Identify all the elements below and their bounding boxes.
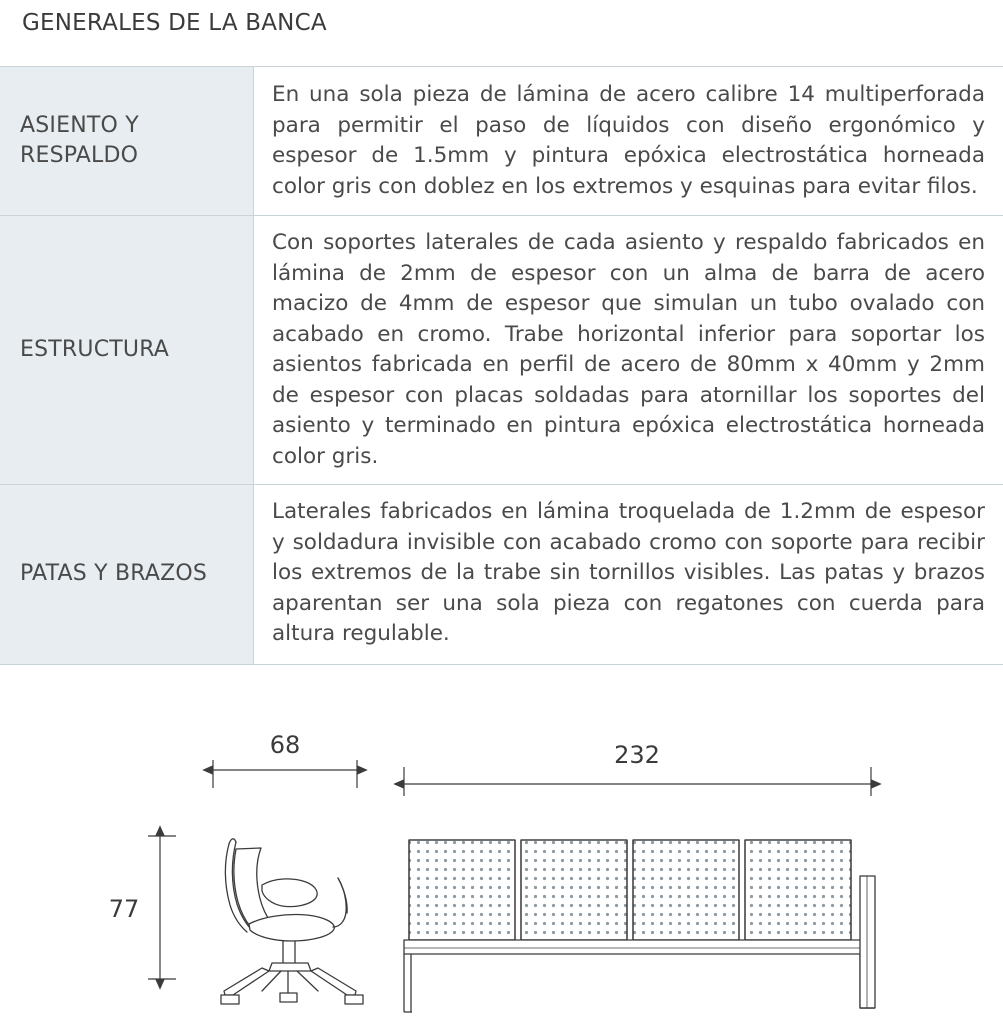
table-row	[0, 67, 1003, 216]
dimension-label-232: 232	[614, 741, 660, 769]
table-row	[0, 216, 1003, 485]
spec-label-patas-brazos: PATAS Y BRAZOS	[0, 485, 254, 665]
technical-drawing	[0, 712, 1003, 1024]
dimension-side-width	[213, 760, 357, 788]
bench-seat-panel	[409, 840, 851, 940]
dimension-height	[148, 836, 176, 979]
spec-description-patas-brazos: Laterales fabricados en lámina troquelada de 1.2mm de espesor y soldadura invisible con acabado cromo con soporte para recibir los extremos de la trabe sin tornillos visibles. Las patas y brazos aparentan ser una sola pieza con regatones con cuerda para altura regulable.	[254, 485, 1003, 665]
dimension-label-77: 77	[109, 895, 140, 923]
page-title: GENERALES DE LA BANCA	[22, 10, 327, 36]
specifications-table	[0, 66, 1003, 665]
spec-label-asiento-respaldo: ASIENTO Y RESPALDO	[0, 67, 254, 216]
spec-label-estructura: ESTRUCTURA	[0, 216, 254, 485]
chair-side-view	[221, 839, 363, 1004]
dimension-label-68: 68	[270, 731, 301, 759]
table-row	[0, 485, 1003, 665]
bench-front-view	[404, 840, 875, 1012]
spec-description-estructura: Con soportes laterales de cada asiento y respaldo fabricados en lámina de 2mm de espesor con un alma de barra de acero macizo de 4mm de espesor que simulan un tubo ovalado con acabado en cromo. Trabe horizontal inferior para soportar los asientos fabricada en perfil de acero de 80mm x 40mm y 2mm de espesor con placas soldadas para atornillar los soportes del asiento y terminado en pintura epóxica electrostática horneada color gris.	[254, 216, 1003, 485]
spec-description-asiento-respaldo: En una sola pieza de lámina de acero calibre 14 multiperforada para permitir el paso de líquidos con diseño ergonómico y espesor de 1.5mm y pintura epóxica electrostática horneada color gris con doblez en los extremos y esquinas para evitar filos.	[254, 67, 1003, 216]
dimension-front-width	[404, 767, 871, 796]
